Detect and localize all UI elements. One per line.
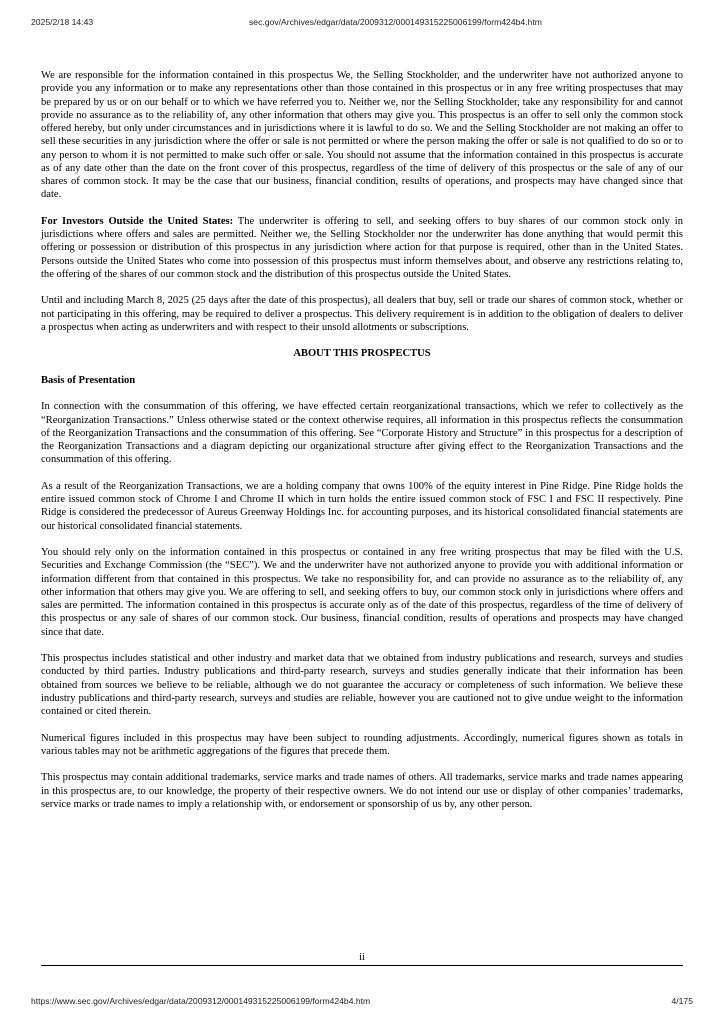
paragraph-trademarks: This prospectus may contain additional trademarks, service marks and trade names of others. All trademarks, service marks and trade names appearing in this prospectus are, to our knowledge, the property of their respective owners. We do not intend our use or display of other companies’ trademarks, service marks or trade names to imply a relationship with, or endorsement or sponsorship of us by, any other person. (41, 772, 683, 810)
paragraph-lead-text: The underwriter is offering to sell, and seeking offers to buy shares of our common stock only in jurisdictions where offers and sales are permitted. Neither we, the Selling Stockholder nor the underwriter has done anything that would permit this offering or possession or distribution of this prospectus in any jurisdiction where action for that purpose is required, other than in the United States. Persons outside the United States who come into possession of this prospectus must inform themselves about, and observe any restrictions relating to, the offering of the shares of our common stock and the distribution of this prospectus outside the United States. (41, 215, 683, 280)
paragraph-responsibility: We are responsible for the information contained in this prospectus We, the Selling Stockholder, and the underwriter have not authorized anyone to provide you any information or to make any representations other than those contained in this prospectus or in any free writing prospectuses that may be prepared by us or on our behalf or to which we have referred you to. Neither we, nor the Selling Stockholder, take any responsibility for and cannot provide no assurance as to the reliability of, any other information that others may give you. This prospectus is an offer to sell only the common stock offered hereby, but only under circumstances and in jurisdictions where it is lawful to do so. We and the Selling Stockholder are not making an offer to sell these securities in any jurisdiction where the offer or sale is not permitted or where the person making the offer or sale is not qualified to do so or to any person to whom it is not permitted to make such offer or sale. You should not assume that the information contained in this prospectus is accurate as of any date other than the date on the front cover of this prospectus, regardless of the time of delivery of this prospectus or the sale of any of our shares of common stock. It may be the case that our business, financial condition, results of operations, and prospects may have changed since that date. (41, 70, 683, 201)
paragraph-rounding: Numerical figures included in this prospectus may have been subject to rounding adjustments. Accordingly, numerical figures shown as totals in various tables may not be arithmetic aggregations of the figures that precede them. (41, 732, 683, 757)
subheading-basis-of-presentation: Basis of Presentation (41, 374, 136, 386)
paragraph-holding-company: As a result of the Reorganization Transactions, we are a holding company that owns 100% of the equity interest in Pine Ridge. Pine Ridge holds the entire issued common stock of Chrome I and Chrome II which in turn holds the entire issued common stock of FSC I and FSC II respectively. Pine Ridge is considered the predecessor of Aureus Greenway Holdings Inc. for accounting purposes, and its historical consolidated financial statements are our historical consolidated financial statements. (41, 480, 683, 532)
page-divider (41, 965, 683, 966)
print-footer-url: https://www.sec.gov/Archives/edgar/data/2009312/000149315225006199/form424b4.htm (31, 996, 371, 1006)
paragraph-lead-bold: For Investors Outside the United States: (41, 215, 234, 227)
print-header-url: sec.gov/Archives/edgar/data/2009312/000149315225006199/form424b4.htm (249, 17, 542, 27)
paragraph-reorganization: In connection with the consummation of this offering, we have effected certain reorganizational transactions, which we refer to collectively as the “Reorganization Transactions.” Unless otherwise stated or the context otherwise requires, all information in this prospectus reflects the consummation of the Reorganization Transactions and the consummation of this offering. See “Corporate History and Structure” in this prospectus for a description of the Reorganization Transactions and a diagram depicting our organizational structure after giving effect to the Reorganization Transactions and the consummation of this offering. (41, 401, 683, 466)
paragraph-investors-outside-us (41, 215, 683, 281)
section-heading: ABOUT THIS PROSPECTUS (293, 348, 431, 360)
paragraph-rely-only: You should rely only on the information contained in this prospectus or contained in any free writing prospectus that may be filed with the U.S. Securities and Exchange Commission (the “SEC”). We and the underwriter have not authorized anyone to provide you with additional information or information different from that contained in this prospectus. We take no responsibility for, and can provide no assurance as to the reliability of, any other information that others may give you. We are offering to sell, and seeking offers to buy, our common stock only in jurisdictions where offers and sales are permitted. The information contained in this prospectus is accurate only as of the date of this prospectus, regardless of the time of delivery of this prospectus or any sale of shares of our common stock. Our business, financial condition, results of operations and prospects may have changed since that date. (41, 547, 683, 638)
page-number: ii (359, 952, 365, 963)
print-page-counter: 4/175 (671, 996, 693, 1006)
browser-print-header (0, 17, 724, 29)
print-datetime: 2025/2/18 14:43 (31, 17, 94, 27)
document-body (41, 69, 683, 811)
paragraph-industry-data: This prospectus includes statistical and other industry and market data that we obtained from industry publications and research, surveys and studies conducted by third parties. Industry publications and third-party research, surveys and studies generally indicate that their information has been obtained from sources we believe to be reliable, although we do not guarantee the accuracy or completeness of such information. We believe these industry publications and third-party research, surveys and studies are reliable, however you are cautioned not to give undue weight to the information contained or cited therein. (41, 653, 683, 717)
browser-print-footer (0, 996, 724, 1008)
paragraph-dealer-delivery: Until and including March 8, 2025 (25 days after the date of this prospectus), all dealers that buy, sell or trade our shares of common stock, whether or not participating in this offering, may be required to deliver a prospectus. This delivery requirement is in addition to the obligation of dealers to deliver a prospectus when acting as underwriters and with respect to their unsold allotments or subscriptions. (41, 295, 683, 333)
